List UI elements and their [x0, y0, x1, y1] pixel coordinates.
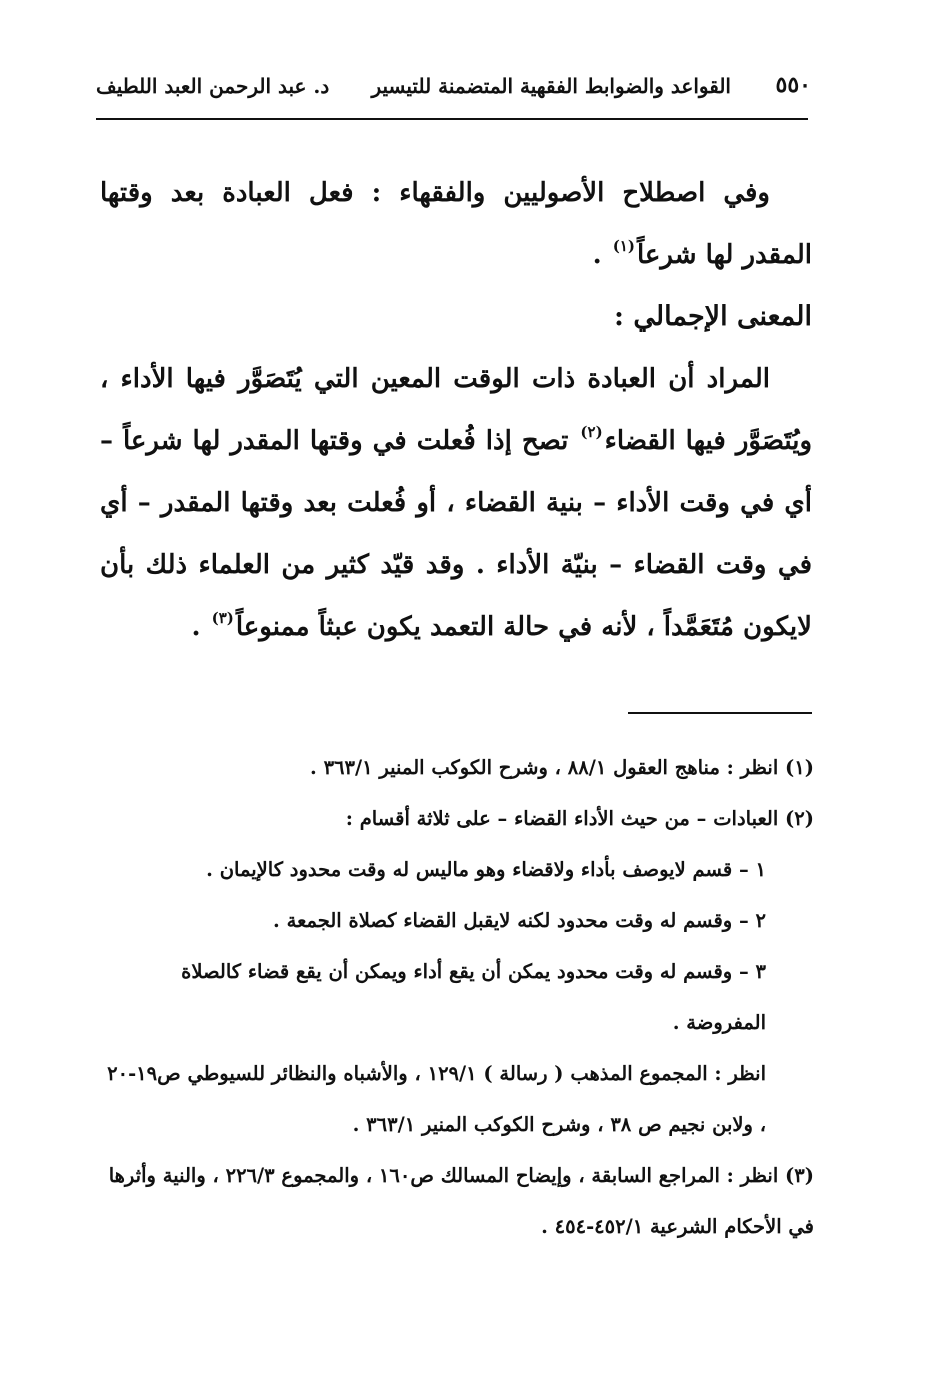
footnote-2-item-1: ١ – قسم لايوصف بأداء ولاقضاء وهو ماليس له وقت محدود كالإيمان .	[206, 858, 766, 881]
footnote-ref-3: (٣)	[211, 609, 234, 627]
footnote-2-item-2: ٢ – وقسم له وقت محدود لكنه لايقبل القضاء كصلاة الجمعة .	[273, 909, 766, 932]
footnote-ref-2: (٢)	[580, 423, 603, 441]
footnote-divider	[628, 712, 812, 714]
footnote-3: (٣) انظر : المراجع السابقة ، وإيضاح المسالك ص١٦٠ ، والمجموع ٢٢٦/٣ ، والنية وأثرها في الأحكام الشرعية ٤٥٢/١-٤٥٤ .	[108, 1164, 814, 1238]
footnote-2-intro: (٢) العبادات – من حيث الأداء القضاء – على ثلاثة أقسام :	[345, 807, 814, 830]
footnote-2-item-3: ٣ – وقسم له وقت محدود يمكن أن يقع أداء ويمكن أن يقع قضاء كالصلاة المفروضة .	[181, 960, 766, 1034]
footnote-1: (١) انظر : مناهج العقول ٨٨/١ ، وشرح الكوكب المنير ٣٦٣/١ .	[310, 756, 814, 779]
section-heading: المعنى الإجمالي :	[614, 301, 812, 332]
header-divider	[96, 118, 808, 120]
paragraph-definition	[100, 162, 812, 286]
paragraph-meaning-part1: المراد أن العبادة ذات الوقت المعين التي يُتَصَوَّر فيها الأداء ، ويُتَصَوَّر فيها القضاء	[100, 364, 812, 456]
footnotes	[100, 742, 814, 1252]
footnote-ref-1: (١)	[612, 237, 635, 255]
author-name: د. عبد الرحمن العبد اللطيف	[96, 74, 330, 98]
paragraph-meaning	[100, 348, 812, 658]
book-title: القواعد والضوابط الفقهية المتضمنة للتيسير	[371, 74, 731, 98]
footnote-2-sources: انظر : المجموع المذهب ( رسالة ) ١٢٩/١ ، والأشباه والنظائر للسيوطي ص١٩-٢٠ ، ولابن نجيم ص ٣٨ ، وشرح الكوكب المنير ٣٦٣/١ .	[107, 1062, 766, 1136]
paragraph-definition-text: وفي اصطلاح الأصوليين والفقهاء : فعل العبادة بعد وقتها المقدر لها شرعاً	[100, 178, 812, 270]
paragraph-meaning-end: .	[191, 612, 210, 642]
main-text	[100, 162, 812, 658]
paragraph-meaning-part2: تصح إذا فُعلت في وقتها المقدر لها شرعاً – أي في وقت الأداء – بنية القضاء ، أو فُعلت بعد وقتها المقدر – أي في وقت القضاء – بنيّة الأداء . وقد قيّد كثير من العلماء ذلك بأن لايكون مُتَعَمَّداً ، لأنه في حالة التعمد يكون عبثاً ممنوعاً	[100, 426, 812, 642]
running-header	[96, 64, 811, 116]
paragraph-definition-end: .	[592, 240, 611, 270]
page-number: ٥٥٠	[775, 72, 811, 98]
